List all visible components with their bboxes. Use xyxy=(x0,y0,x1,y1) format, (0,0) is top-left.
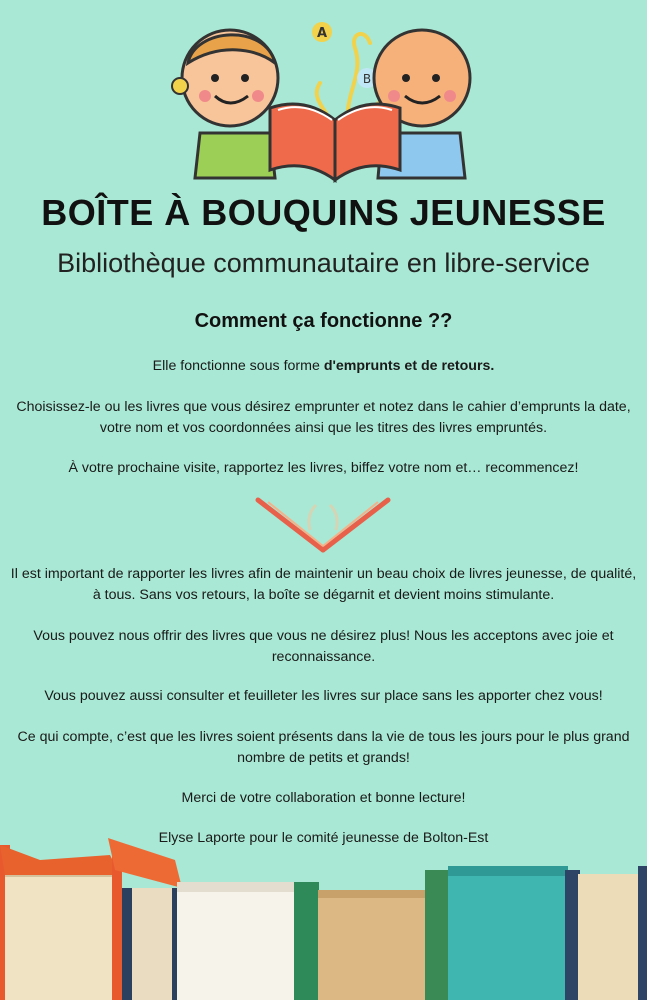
paragraph-donate-books: Vous pouvez nous offrir des livres que vous ne désirez plus! Nous les acceptons avec joie et reconnaissance. xyxy=(33,628,614,665)
page-subtitle: Bibliothèque communautaire en libre-service xyxy=(57,248,590,278)
letter-b: B xyxy=(362,72,372,86)
intro-paragraph xyxy=(10,356,637,377)
section-heading: Comment ça fonctionne ?? xyxy=(194,310,453,332)
paragraph-next-visit: À votre prochaine visite, rapportez les livres, biffez votre nom et… recommencez! xyxy=(68,460,579,476)
paragraph-what-counts: Ce qui compte, c’est que les livres soient présents dans la vie de tous les jours pour le plus grand nombre de petits et grands! xyxy=(17,729,630,766)
signature-line: Elyse Laporte pour le comité jeunesse de Bolton-Est xyxy=(158,830,489,846)
paragraph-choose-books: Choisissez-le ou les livres que vous désirez emprunter et notez dans le cahier d’emprunts la date, votre nom et vos coordonnées ainsi que les titres des livres empruntés. xyxy=(16,399,631,436)
page-title: BOÎTE À BOUQUINS JEUNESSE xyxy=(41,192,606,233)
paragraph-return-books: Il est important de rapporter les livres afin de maintenir un beau choix de livres jeunesse, de qualité, à tous. Sans vos retours, la boîte se dégarnit et devient moins stimulante. xyxy=(10,566,637,603)
letter-a: A xyxy=(316,26,328,41)
open-book-icon xyxy=(248,490,398,560)
paragraph-thanks: Merci de votre collaboration et bonne lecture! xyxy=(181,790,466,806)
paragraph-consult-on-site: Vous pouvez aussi consulter et feuilleter les livres sur place sans les apporter chez vous! xyxy=(44,688,603,704)
children-reading-illustration xyxy=(160,8,490,188)
intro-bold-text: d'emprunts et de retours. xyxy=(323,358,495,374)
intro-text: Elle fonctionne sous forme xyxy=(152,358,324,374)
books-row-illustration xyxy=(0,830,647,1000)
